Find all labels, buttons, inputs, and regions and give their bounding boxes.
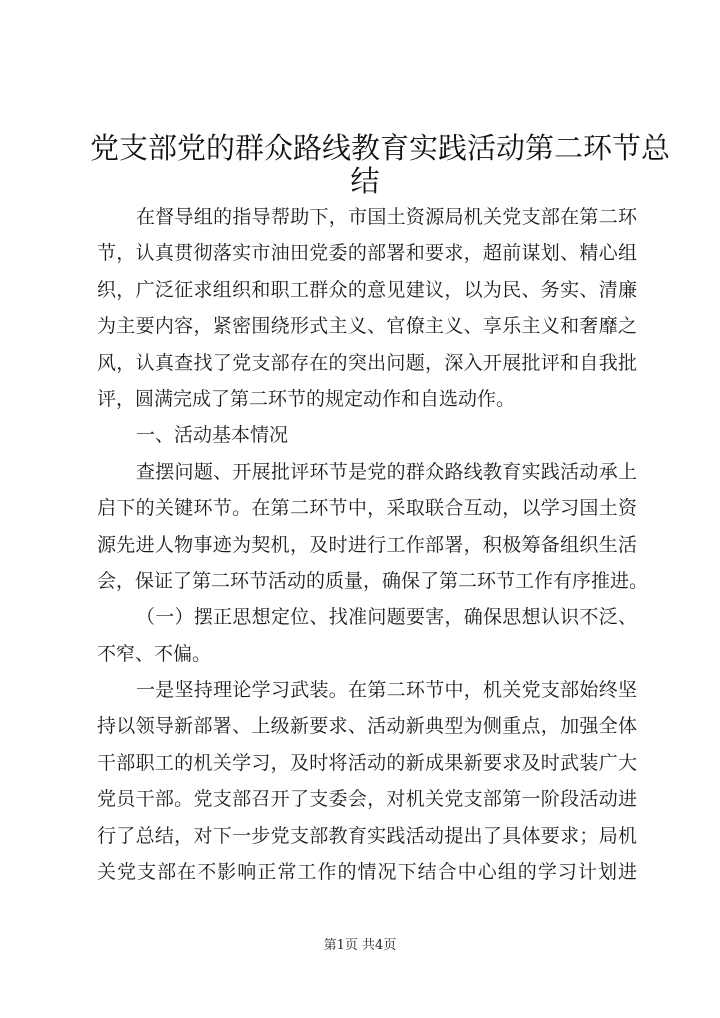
text-line: （一）摆正思想定位、找准问题要害，确保思想认识不泛、	[136, 606, 637, 629]
text-line: 关党支部在不影响正常工作的情况下结合中心组的学习计划进	[97, 861, 637, 884]
text-line: 为主要内容，紧密围绕形式主义、官僚主义、享乐主义和奢靡之	[97, 315, 637, 338]
page-number-footer: 第1页 共4页	[323, 938, 397, 953]
text-line: 风，认真查找了党支部存在的突出问题，深入开展批评和自我批	[97, 351, 637, 374]
text-line: 不窄、不偏。	[97, 642, 212, 665]
text-line: 在督导组的指导帮助下，市国土资源局机关党支部在第二环	[136, 206, 637, 228]
text-line: 节，认真贯彻落实市油田党委的部署和要求，超前谋划、精心组	[97, 242, 637, 265]
paragraph-study	[97, 672, 637, 890]
text-line: 党员干部。党支部召开了支委会，对机关党支部第一阶段活动进	[97, 788, 637, 811]
text-line: 持以领导新部署、上级新要求、活动新典型为侧重点，加强全体	[97, 715, 637, 738]
paragraph-overview	[97, 454, 649, 600]
text-line: 行了总结，对下一步党支部教育实践活动提出了具体要求；局机	[97, 824, 637, 847]
heading-line: 一、活动基本情况	[136, 424, 289, 447]
document-title	[90, 131, 671, 198]
title-line: 党支部党的群众路线教育实践活动第二环节总	[90, 131, 671, 165]
text-line: 启下的关键环节。在第二环节中，采取联合互动，以学习国土资	[97, 497, 637, 520]
text-line: 一是坚持理论学习武装。在第二环节中，机关党支部始终坚	[136, 679, 637, 702]
subsection-heading	[97, 599, 637, 672]
text-line: 查摆问题、开展批评环节是党的群众路线教育实践活动承上	[136, 460, 637, 483]
text-line: 干部职工的机关学习，及时将活动的新成果新要求及时武装广大	[97, 751, 637, 774]
text-line: 源先进人物事迹为契机，及时进行工作部署，积极筹备组织生活	[97, 533, 637, 556]
paragraph-intro	[97, 199, 637, 417]
text-line: 评，圆满完成了第二环节的规定动作和自选动作。	[97, 387, 516, 410]
text-line: 织，广泛征求组织和职工群众的意见建议，以为民、务实、清廉	[97, 278, 637, 301]
document-body	[97, 199, 649, 890]
section-heading	[97, 417, 637, 453]
text-line: 会，保证了第二环节活动的质量，确保了第二环节工作有序推进。	[97, 569, 649, 592]
title-line: 结	[350, 164, 380, 198]
